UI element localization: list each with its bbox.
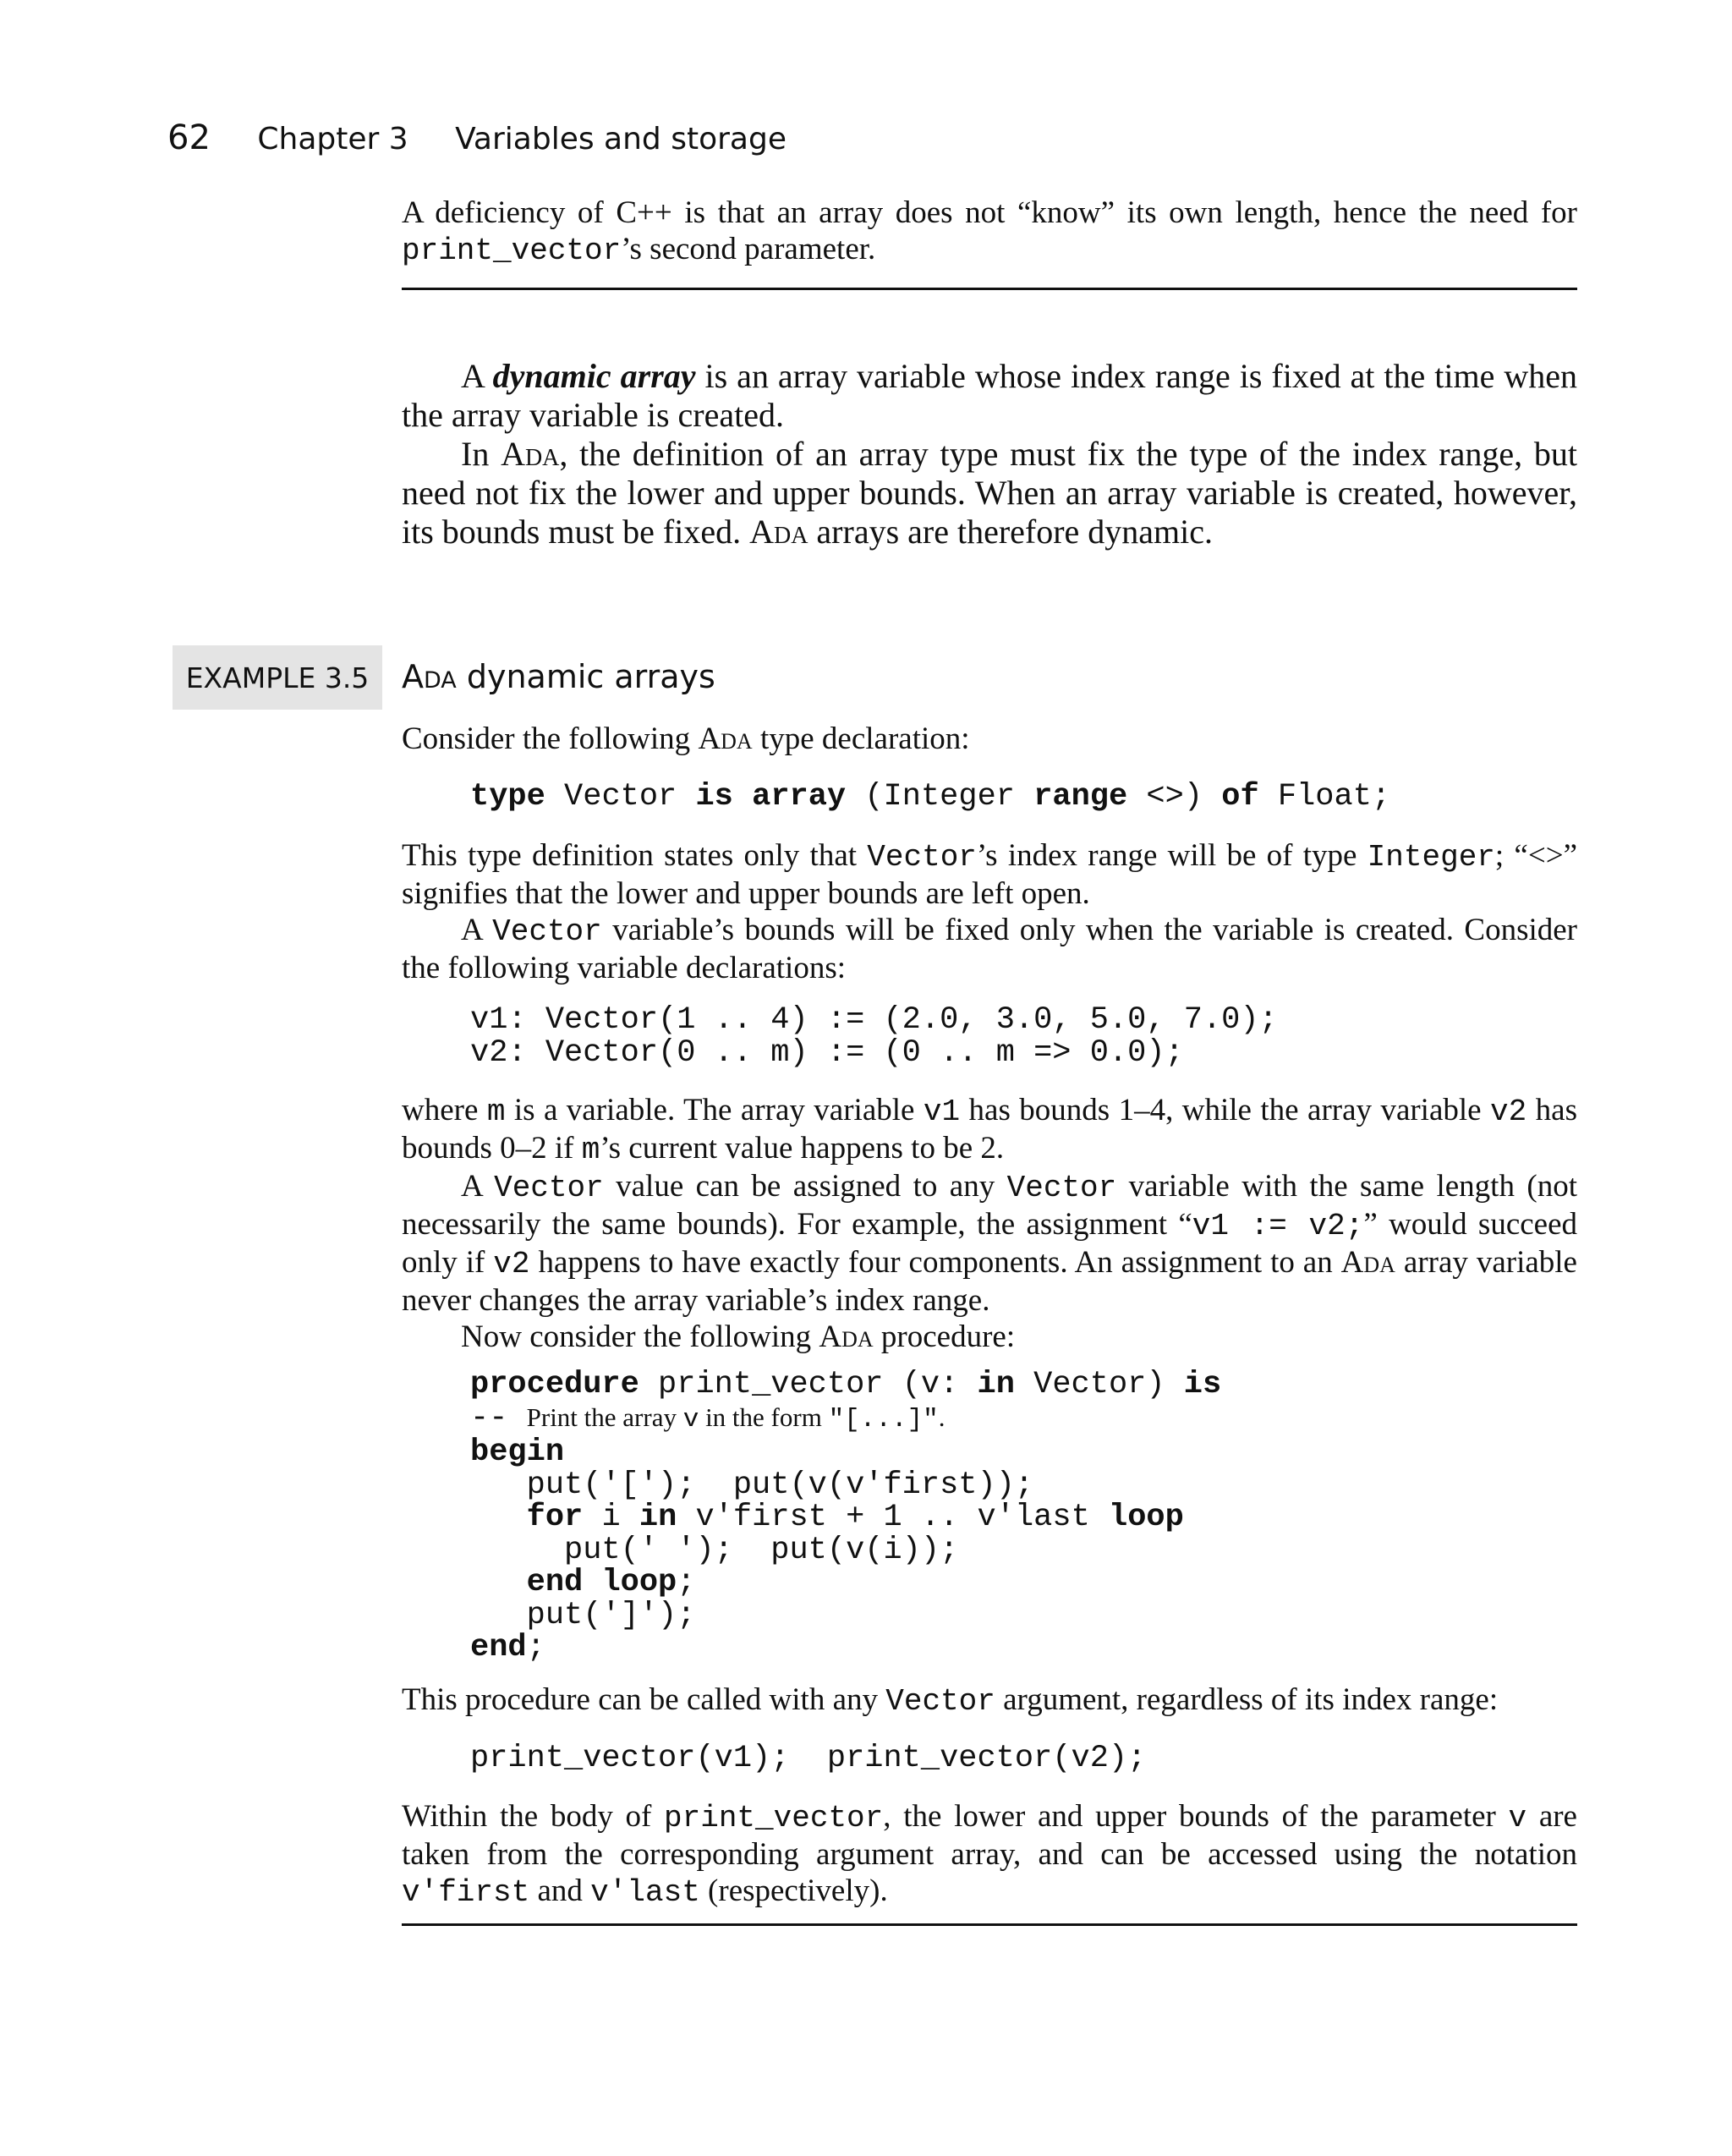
example-consider-paragraph: Consider the following Ada type declaration: [402, 721, 970, 756]
example-title: Ada dynamic arrays [402, 658, 715, 695]
section-rule-bottom [402, 1923, 1577, 1926]
procedure-code: procedure print_vector (v: in Vector) is -- Print the array v in the form "[...]". begin put('['); put(v(v'first)); for i in v'first + 1 .. v'last loop put(' '); put(v(i)); end loop; put(']'); end; [470, 1367, 1222, 1665]
section-rule-top [402, 288, 1577, 290]
assignment-paragraph: A Vector value can be assigned to any Vector variable with the same length (not necessarily the same bounds). For example, the assignment “v1 := v2;” would succeed only if v2 happens to have exactly four components. An assignment to an Ada array variable never changes the array variable’s index range. [402, 1169, 1578, 1318]
type-declaration-code: type Vector is array (Integer range <>) of Float; [470, 779, 1391, 815]
example-text-1 [402, 837, 1577, 986]
intro-code: print_vector [402, 233, 622, 268]
bounds-paragraph: A Vector variable’s bounds will be fixed only when the variable is created. Consider the following variable declarations: [402, 913, 1577, 985]
example-text-2 [402, 1092, 1577, 1355]
procedure-call-paragraph: This procedure can be called with any Vector argument, regardless of its index range: [402, 1682, 1499, 1719]
bounds-explanation-paragraph: where m is a variable. The array variable v1 has bounds 1–4, while the array variable v2 has bounds 0–2 if m’s current value happens to be 2. [402, 1093, 1577, 1167]
type-definition-paragraph: This type definition states only that Vector’s index range will be of type Integer; “<>” signifies that the lower and upper bounds are left open. [402, 838, 1578, 911]
closing-paragraph: Within the body of print_vector, the lower and upper bounds of the parameter v are taken from the corresponding argument array, and can be accessed using the notation v'first and v'last (respectively). [402, 1799, 1577, 1910]
definition-paragraph-1: A dynamic array is an array variable whose index range is fixed at the time when the array variable is created. [402, 357, 1577, 434]
example-label: EXAMPLE 3.5 [173, 645, 382, 710]
variable-declarations-code: v1: Vector(1 .. 4) := (2.0, 3.0, 5.0, 7.0); v2: Vector(0 .. m) := (0 .. m => 0.0); [470, 1002, 1278, 1071]
procedure-intro-paragraph: Now consider the following Ada procedure: [461, 1319, 1016, 1354]
defined-term: dynamic array [492, 357, 696, 395]
intro-line2: ’s second parameter. [621, 232, 876, 266]
page-number: 62 [167, 118, 211, 157]
definition-block [402, 357, 1577, 551]
intro-line1: A deficiency of C++ is that an array does not “know” its own length, hence the need for [402, 195, 1577, 230]
running-head [167, 118, 787, 161]
intro-paragraph [402, 195, 1577, 269]
chapter-title: Variables and storage [455, 122, 787, 156]
chapter-label: Chapter 3 [257, 122, 408, 156]
example-text-3 [402, 1681, 1577, 1720]
example-text-4 [402, 1798, 1577, 1911]
definition-paragraph-2: In Ada, the definition of an array type must fix the type of the index range, but need not fix the lower and upper bounds. When an array variable is created, however, its bounds must be fixed. Ada arrays are therefore dynamic. [402, 435, 1577, 551]
procedure-calls-code: print_vector(v1); print_vector(v2); [470, 1741, 1147, 1776]
